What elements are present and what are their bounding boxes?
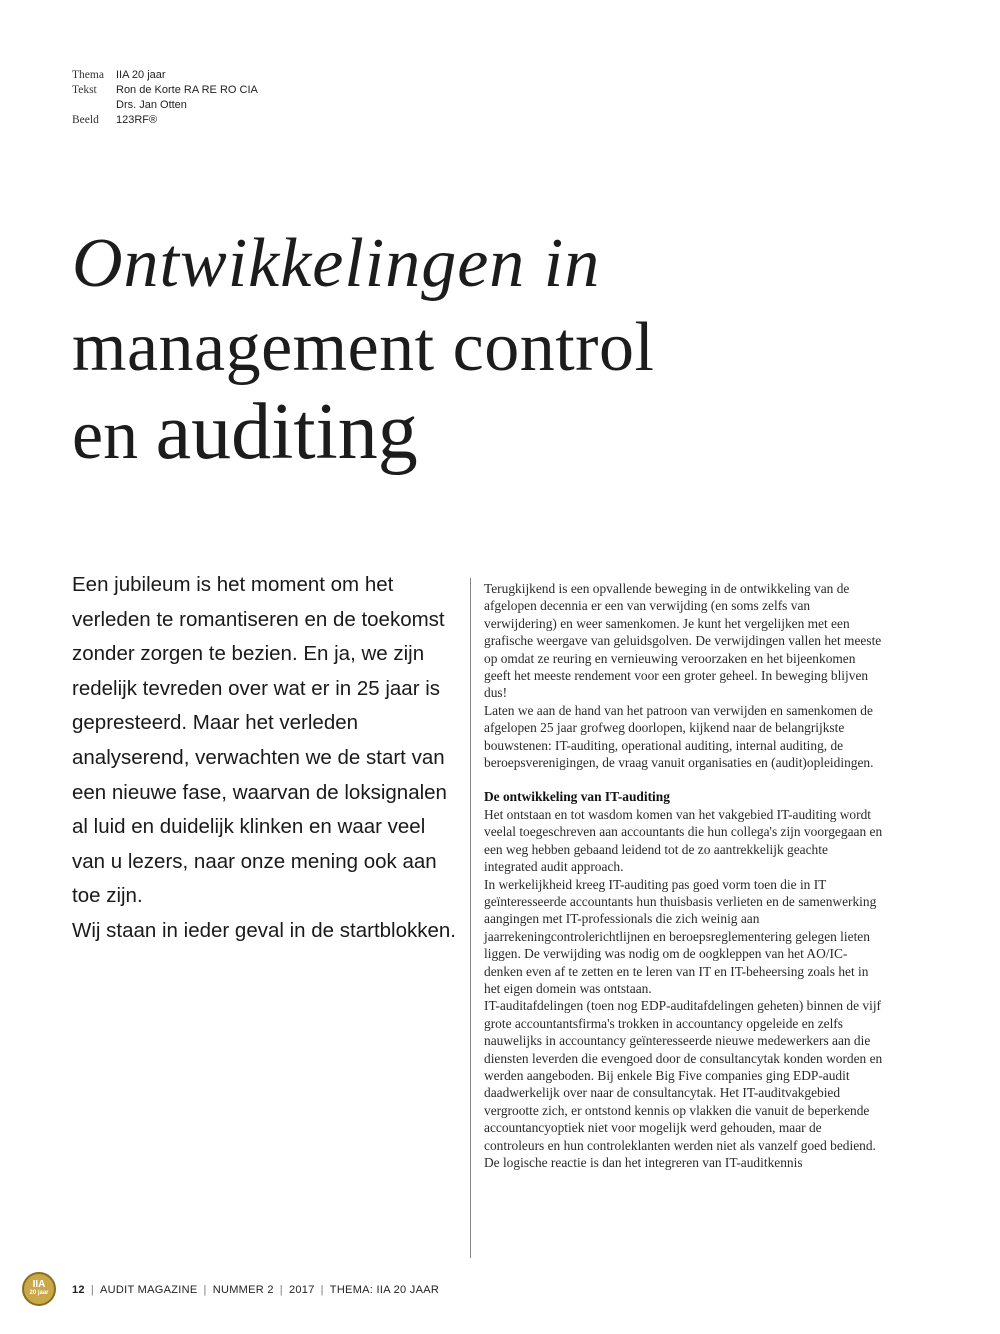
- section-heading: De ontwikkeling van IT-auditing: [484, 789, 670, 805]
- footer-separator: |: [279, 1284, 283, 1296]
- article-credits: [72, 68, 258, 128]
- badge-top-text: IIA: [32, 1279, 46, 1290]
- body-paragraph: Het ontstaan en tot wasdom komen van het vakgebied IT-auditing wordt veelal toegeschreven aan accountants die hun collega's zijn voorgegaan en een weg hebben gebaand leidend tot de zo aantrekkelijk geachte integrated audit approach.: [484, 806, 883, 875]
- footer-separator: |: [90, 1284, 95, 1296]
- column-divider: [470, 578, 471, 1258]
- credit-row-text: [72, 83, 258, 113]
- body-paragraph: In werkelijkheid kreeg IT-auditing pas goed vorm toen die in IT geïnteresseerde accountants hun thuisbasis verlieten en de samenwerking aangingen met IT-professionals die zich weinig aan jaarrekeningcontrolerichtlijnen en beroepsreglementering gelegen lieten liggen. De verwijding was nodig om de oogkleppen van het AO/IC-denken even af te zetten en te leren van IT en IT-beheersing zoals het in het eigen domein was ontstaan.: [484, 876, 877, 996]
- footer-text: [72, 1284, 439, 1296]
- credit-value: 123RF®: [116, 114, 158, 126]
- body-paragraph: IT-auditafdelingen (toen nog EDP-auditafdelingen geheten) binnen de vijf grote accountantsfirma's trokken in accountancy opgeleide en zelfs nauwelijks in accountancy geïnteresseerde nieuwe medewerkers aan die diensten leverden die evengoed door de consultancytak konden worden en werden aangeboden. Bij enkele Big Five companies ging EDP-audit daadwerkelijk over naar de consultancytak. Het IT-auditvakgebied vergrootte zich, er ontstond kennis op vlakken die vanuit de beperkende accountancyoptiek niet voor mogelijk werd gehouden, maar de controleurs en hun controleklanten werden niet als vanzelf goed bediend.: [484, 998, 883, 1153]
- badge-bottom-text: 20 jaar: [29, 1290, 49, 1296]
- credit-value: Drs. Jan Otten: [116, 99, 187, 111]
- credit-row-image: [72, 113, 258, 128]
- magazine-name: AUDIT MAGAZINE: [100, 1284, 198, 1296]
- page-number: 12: [72, 1284, 85, 1296]
- body-paragraph: Terugkijkend is een opvallende beweging in de ontwikkeling van de afgelopen decennia er een van verwijding (en soms zelfs van verwijdering) en weer samenkomen. Je kunt het vergelijken met een grafische weergave van geluidsgolven. De verwijdingen vallen het meeste op omdat ze reuring en vernieuwing veroorzaken en het bijeenkomen geeft het meeste rendement voor een groter geheel. In beweging blijven dus!: [484, 581, 882, 701]
- body-column: [484, 580, 884, 1171]
- footer-separator: |: [203, 1284, 207, 1296]
- credit-label: Tekst: [72, 84, 97, 96]
- credit-value: IIA 20 jaar: [116, 69, 166, 81]
- credit-label: Beeld: [72, 114, 99, 126]
- page-footer: [0, 1272, 1000, 1312]
- body-paragraph: Laten we aan de hand van het patroon van verwijden en samenkomen de afgelopen 25 jaar grofweg doorlopen, kijkend naar de belangrijkste bouwstenen: IT-auditing, operational auditing, internal auditing, de beroepsverenigingen, de vraag vanuit organisaties en (audit)opleidingen.: [484, 702, 874, 771]
- title-word-auditing: auditing: [155, 388, 418, 476]
- title-line-3: [72, 390, 932, 478]
- title-line-1: Ontwikkelingen in: [72, 225, 601, 302]
- issue-number: NUMMER 2: [212, 1284, 274, 1296]
- intro-lead: [72, 568, 462, 949]
- iia-anniversary-badge-icon: [22, 1272, 56, 1306]
- credit-value: Ron de Korte RA RE RO CIA: [116, 84, 258, 96]
- article-title: [72, 222, 932, 478]
- title-line-2: management control: [72, 309, 655, 386]
- intro-paragraph: Wij staan in ieder geval in de startblokken.: [72, 918, 457, 942]
- credit-row-theme: [72, 68, 258, 83]
- body-paragraph: De logische reactie is dan het integreren van IT-auditkennis: [484, 1155, 803, 1170]
- footer-separator: |: [320, 1284, 324, 1296]
- credit-label: Thema: [72, 69, 104, 81]
- intro-paragraph: Een jubileum is het moment om het verleden te romantiseren en de toekomst zonder zorgen te bezien. En ja, we zijn redelijk tevreden over wat er in 25 jaar is gepresteerd. Maar het verleden analyserend, verwachten we de start van een nieuwe fase, waarvan de loksignalen al luid en duidelijk klinken en waar veel van u lezers, naar onze mening ook aan toe zijn.: [72, 573, 447, 908]
- issue-theme: THEMA: IIA 20 JAAR: [329, 1284, 440, 1296]
- issue-year: 2017: [288, 1284, 315, 1296]
- title-word-en: en: [72, 397, 139, 474]
